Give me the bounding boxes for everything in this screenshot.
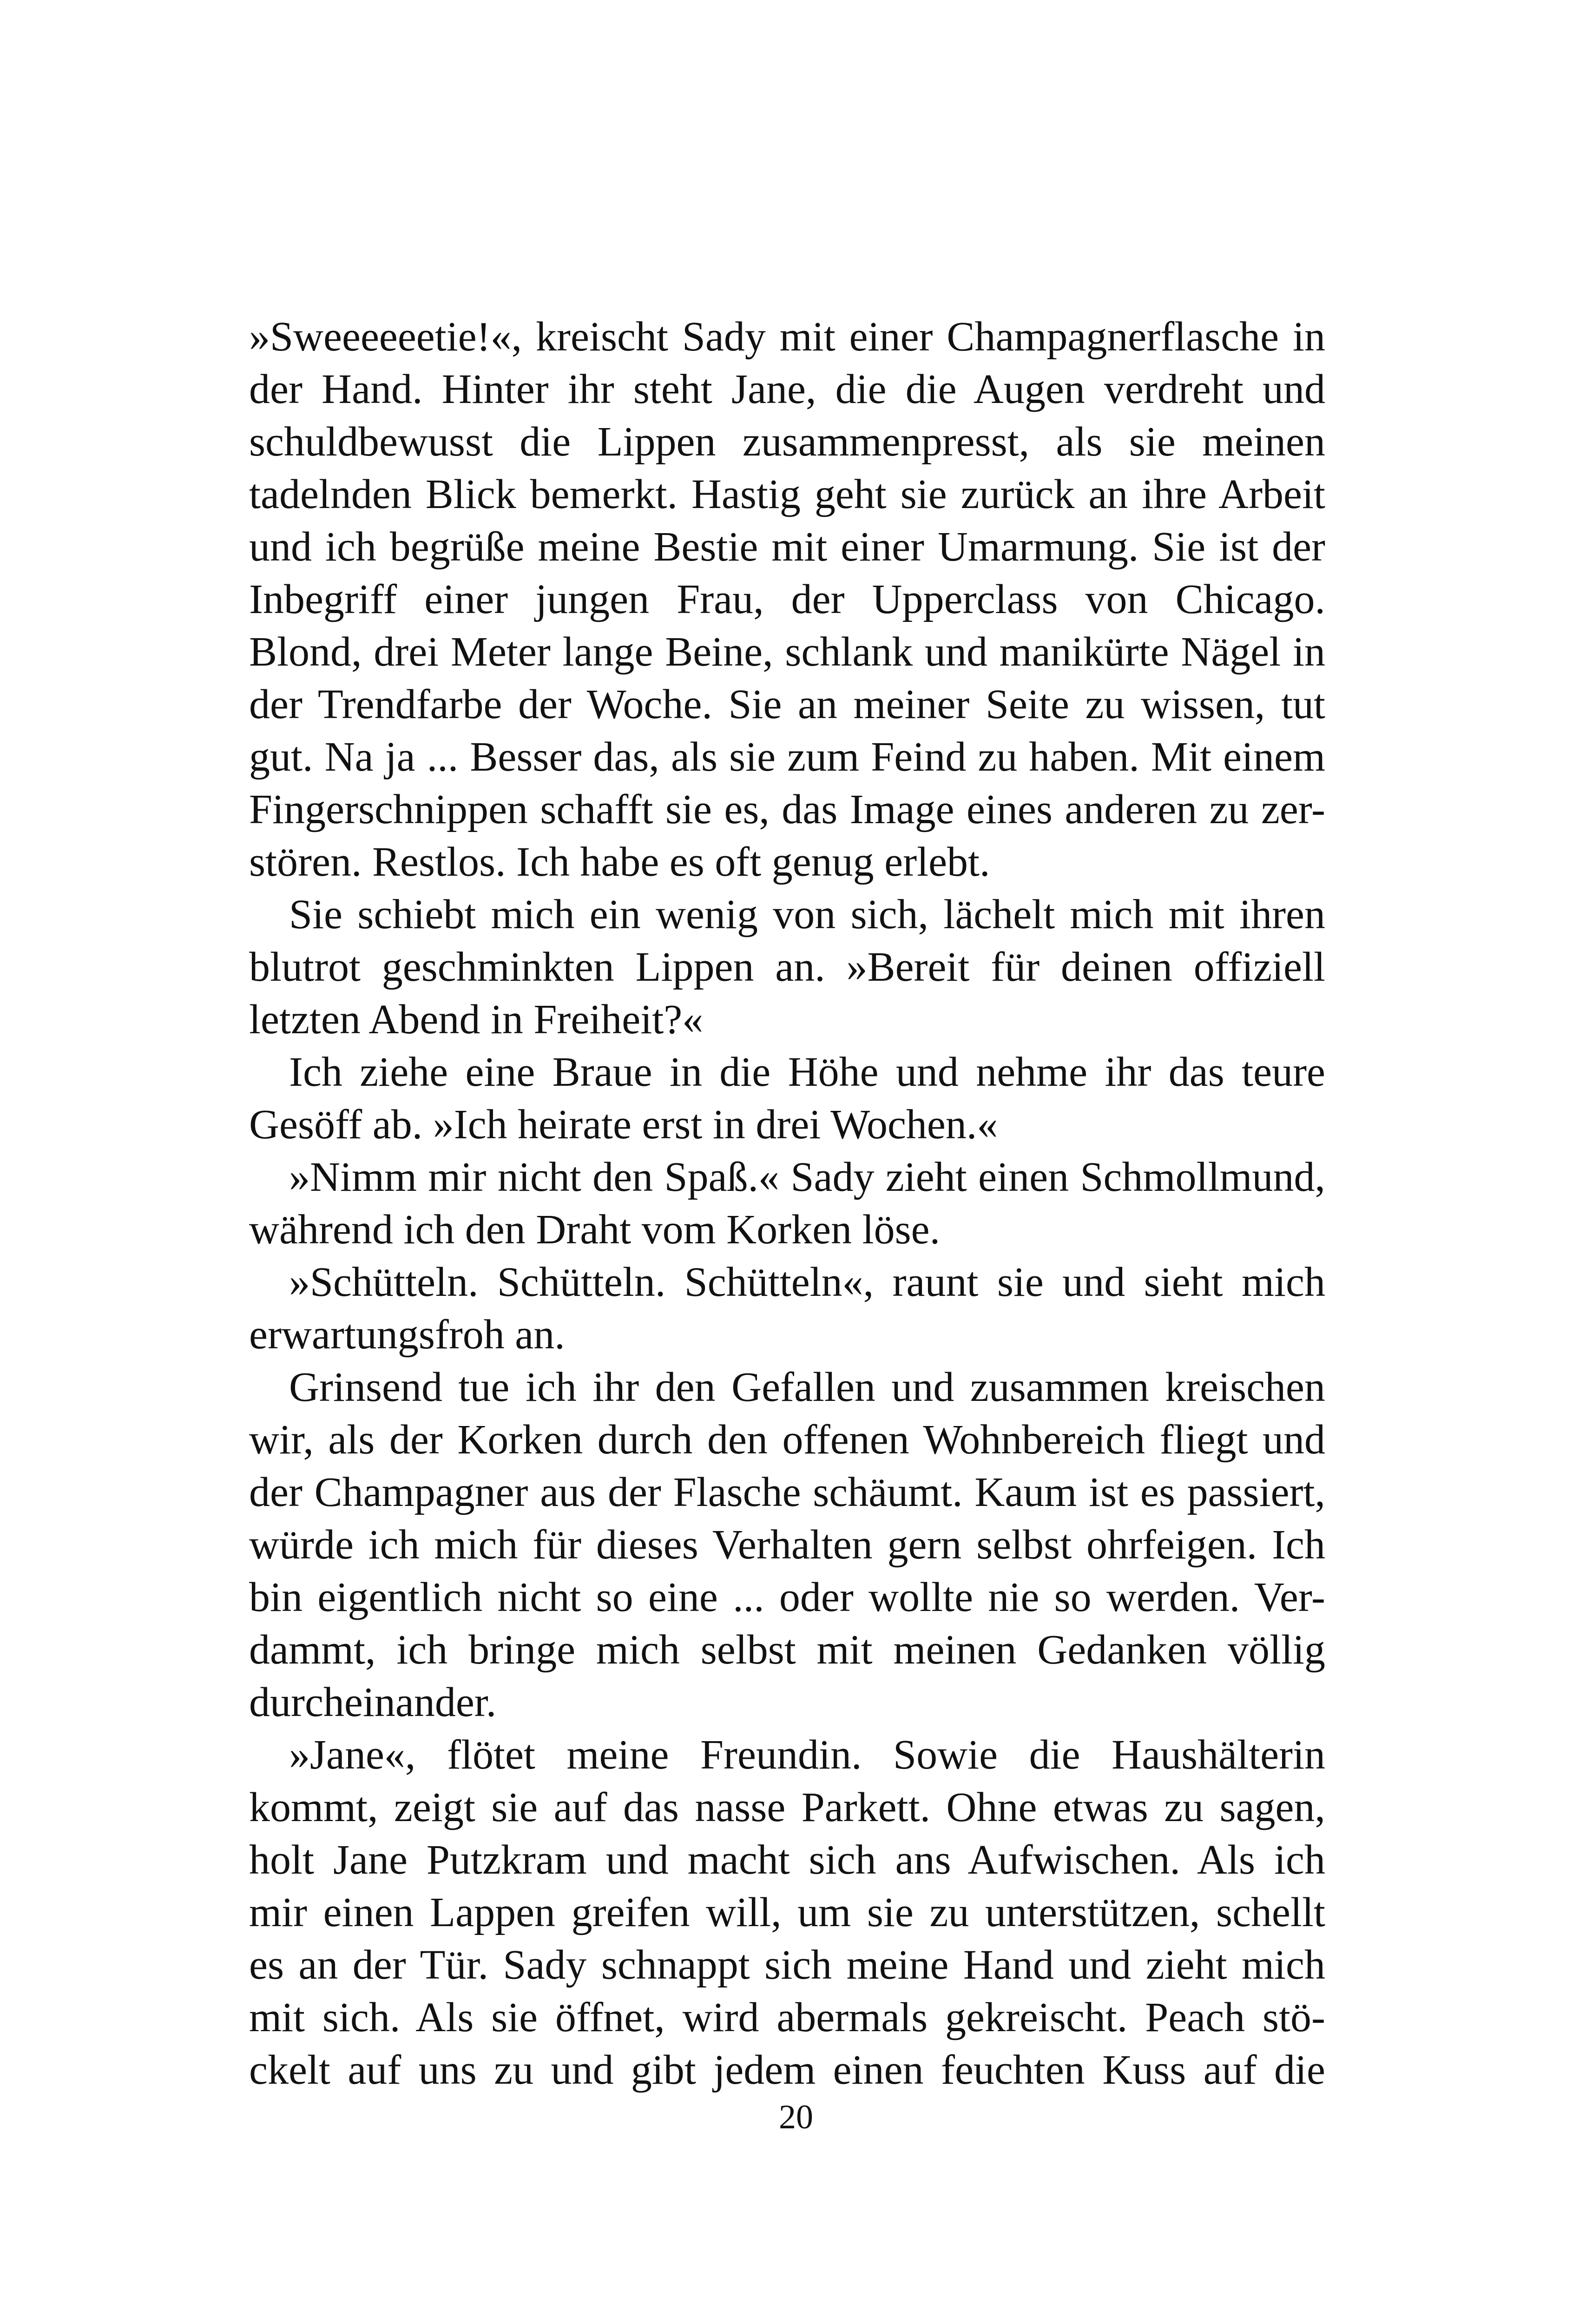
text-line: mit sich. Als sie öffnet, wird abermals gekreischt. Peach stö- [249, 1994, 1325, 2040]
text-line: Inbegriff einer jungen Frau, der Upperclass von Chicago. [249, 576, 1325, 622]
text-line: durcheinander. [249, 1679, 497, 1725]
text-line: tadelnden Blick bemerkt. Hastig geht sie zurück an ihre Arbeit [249, 471, 1325, 517]
text-line: mir einen Lappen greifen will, um sie zu unterstützen, schellt [249, 1889, 1325, 1935]
text-line: »Schütteln. Schütteln. Schütteln«, raunt sie und sieht mich [289, 1259, 1325, 1305]
text-line: letzten Abend in Freiheit?« [249, 997, 704, 1043]
text-line: Fingerschnippen schafft sie es, das Image eines anderen zu zer- [249, 786, 1325, 832]
text-line: der Champagner aus der Flasche schäumt. Kaum ist es passiert, [249, 1469, 1325, 1515]
body-text [249, 310, 1325, 2096]
text-line: erwartungsfroh an. [249, 1312, 565, 1358]
text-line: kommt, zeigt sie auf das nasse Parkett. Ohne etwas zu sagen, [249, 1784, 1325, 1830]
text-line: stören. Restlos. Ich habe es oft genug erlebt. [249, 839, 990, 885]
text-line: der Hand. Hinter ihr steht Jane, die die Augen verdreht und [249, 366, 1325, 412]
text-line: würde ich mich für dieses Verhalten gern selbst ohrfeigen. Ich [249, 1522, 1325, 1568]
text-line: wir, als der Korken durch den offenen Wohnbereich fliegt und [249, 1417, 1325, 1463]
text-line: »Sweeeeeetie!«, kreischt Sady mit einer Champagnerflasche in [249, 314, 1325, 360]
page-number: 20 [779, 2098, 813, 2136]
text-line: bin eigentlich nicht so eine ... oder wollte nie so werden. Ver- [249, 1574, 1325, 1620]
text-line: Gesöff ab. »Ich heirate erst in drei Wochen.« [249, 1102, 998, 1148]
text-line: »Jane«, flötet meine Freundin. Sowie die Haushälterin [289, 1732, 1325, 1778]
text-line: während ich den Draht vom Korken löse. [249, 1207, 941, 1253]
text-line: schuldbewusst die Lippen zusammenpresst, als sie meinen [249, 419, 1325, 465]
text-line: der Trendfarbe der Woche. Sie an meiner Seite zu wissen, tut [249, 681, 1325, 727]
text-line: »Nimm mir nicht den Spaß.« Sady zieht einen Schmollmund, [289, 1154, 1325, 1200]
text-line: dammt, ich bringe mich selbst mit meinen Gedanken völlig [249, 1627, 1325, 1673]
text-line: Grinsend tue ich ihr den Gefallen und zusammen kreischen [289, 1364, 1325, 1410]
text-line: Blond, drei Meter lange Beine, schlank und manikürte Nägel in [249, 629, 1325, 675]
text-line: holt Jane Putzkram und macht sich ans Aufwischen. Als ich [249, 1837, 1325, 1883]
text-line: es an der Tür. Sady schnappt sich meine Hand und zieht mich [249, 1942, 1325, 1988]
text-line: und ich begrüße meine Bestie mit einer Umarmung. Sie ist der [249, 524, 1325, 570]
text-line: Ich ziehe eine Braue in die Höhe und nehme ihr das teure [289, 1049, 1325, 1095]
text-line: ckelt auf uns zu und gibt jedem einen feuchten Kuss auf die [249, 2047, 1325, 2093]
text-line: blutrot geschminkten Lippen an. »Bereit für deinen offiziell [249, 944, 1325, 990]
text-line: Sie schiebt mich ein wenig von sich, lächelt mich mit ihren [289, 891, 1325, 938]
text-line: gut. Na ja ... Besser das, als sie zum Feind zu haben. Mit einem [249, 734, 1325, 780]
